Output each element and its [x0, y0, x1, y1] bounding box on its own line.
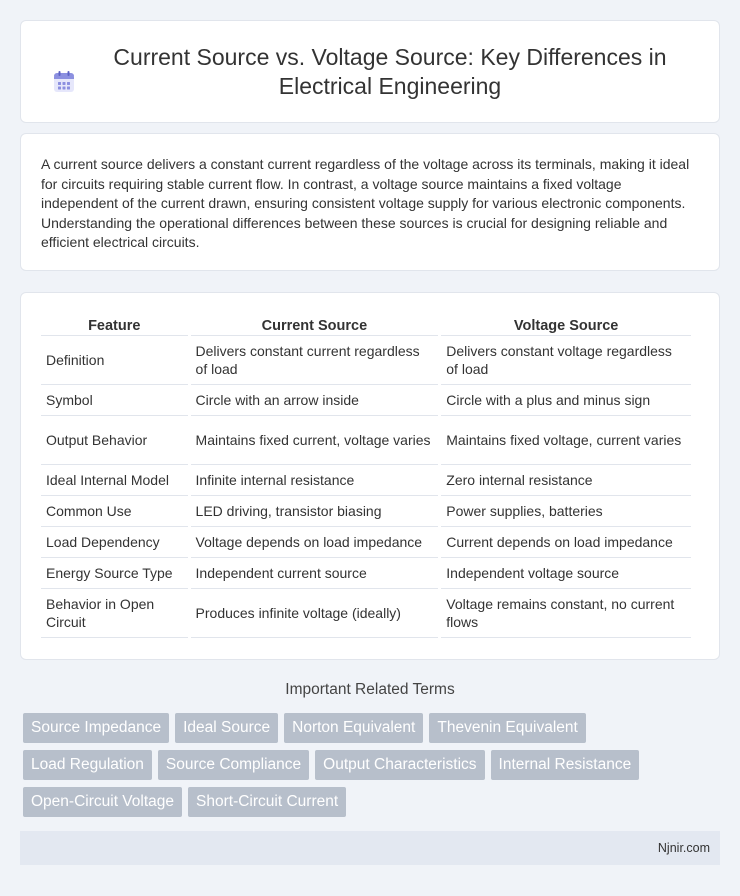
header-current-source: Current Source — [191, 314, 439, 336]
row-feature: Common Use — [41, 496, 188, 527]
row-feature: Ideal Internal Model — [41, 465, 188, 496]
related-terms-list — [23, 713, 703, 817]
row-feature: Definition — [41, 336, 188, 385]
row-current-source: Infinite internal resistance — [191, 465, 439, 496]
row-current-source: Produces infinite voltage (ideally) — [191, 589, 439, 638]
related-term-tag[interactable]: Ideal Source — [175, 713, 278, 743]
row-feature: Symbol — [41, 385, 188, 416]
title-card — [20, 20, 720, 123]
related-term-tag[interactable]: Open-Circuit Voltage — [23, 787, 182, 817]
related-term-tag[interactable]: Output Characteristics — [315, 750, 484, 780]
calendar-icon — [51, 69, 77, 95]
intro-card — [20, 133, 720, 271]
table-row — [41, 589, 691, 638]
table-row — [41, 527, 691, 558]
row-current-source: Maintains fixed current, voltage varies — [191, 416, 439, 465]
row-feature: Energy Source Type — [41, 558, 188, 589]
row-feature: Load Dependency — [41, 527, 188, 558]
related-term-tag[interactable]: Source Compliance — [158, 750, 309, 780]
related-terms-heading: Important Related Terms — [285, 681, 455, 698]
footer — [20, 831, 720, 865]
row-voltage-source: Zero internal resistance — [441, 465, 691, 496]
table-row — [41, 385, 691, 416]
row-voltage-source: Maintains fixed voltage, current varies — [441, 416, 691, 465]
header-voltage-source: Voltage Source — [441, 314, 691, 336]
comparison-table — [38, 314, 694, 638]
table-row — [41, 496, 691, 527]
row-voltage-source: Power supplies, batteries — [441, 496, 691, 527]
row-current-source: Voltage depends on load impedance — [191, 527, 439, 558]
table-row — [41, 336, 691, 385]
footer-site-link[interactable]: Njnir.com — [657, 841, 710, 855]
related-term-tag[interactable]: Load Regulation — [23, 750, 152, 780]
row-current-source: Delivers constant current regardless of load — [191, 336, 439, 385]
table-row — [41, 465, 691, 496]
page-title: Current Source vs. Voltage Source: Key Differences in Electrical Engineering — [113, 43, 667, 99]
related-term-tag[interactable]: Internal Resistance — [491, 750, 640, 780]
row-feature: Behavior in Open Circuit — [41, 589, 188, 638]
row-voltage-source: Independent voltage source — [441, 558, 691, 589]
row-current-source: Independent current source — [191, 558, 439, 589]
related-term-tag[interactable]: Norton Equivalent — [284, 713, 423, 743]
row-current-source: LED driving, transistor biasing — [191, 496, 439, 527]
row-voltage-source: Circle with a plus and minus sign — [441, 385, 691, 416]
table-row — [41, 416, 691, 465]
header-feature: Feature — [41, 314, 188, 336]
related-term-tag[interactable]: Thevenin Equivalent — [429, 713, 585, 743]
title-row — [51, 43, 689, 101]
row-voltage-source: Delivers constant voltage regardless of load — [441, 336, 691, 385]
comparison-table-card — [20, 292, 720, 660]
related-term-tag[interactable]: Short-Circuit Current — [188, 787, 346, 817]
related-term-tag[interactable]: Source Impedance — [23, 713, 169, 743]
row-voltage-source: Current depends on load impedance — [441, 527, 691, 558]
table-header-row — [41, 314, 691, 336]
table-row — [41, 558, 691, 589]
row-feature: Output Behavior — [41, 416, 188, 465]
row-voltage-source: Voltage remains constant, no current flows — [441, 589, 691, 638]
intro-paragraph: A current source delivers a constant current regardless of the voltage across its terminals, making it ideal for circuits requiring stable current flow. In contrast, a voltage source maintains a fixed voltage independent of the current drawn, ensuring consistent voltage supply for various electronic components. Understanding the operational differences between these sources is crucial for designing reliable and efficient electrical circuits. — [41, 156, 690, 250]
row-current-source: Circle with an arrow inside — [191, 385, 439, 416]
